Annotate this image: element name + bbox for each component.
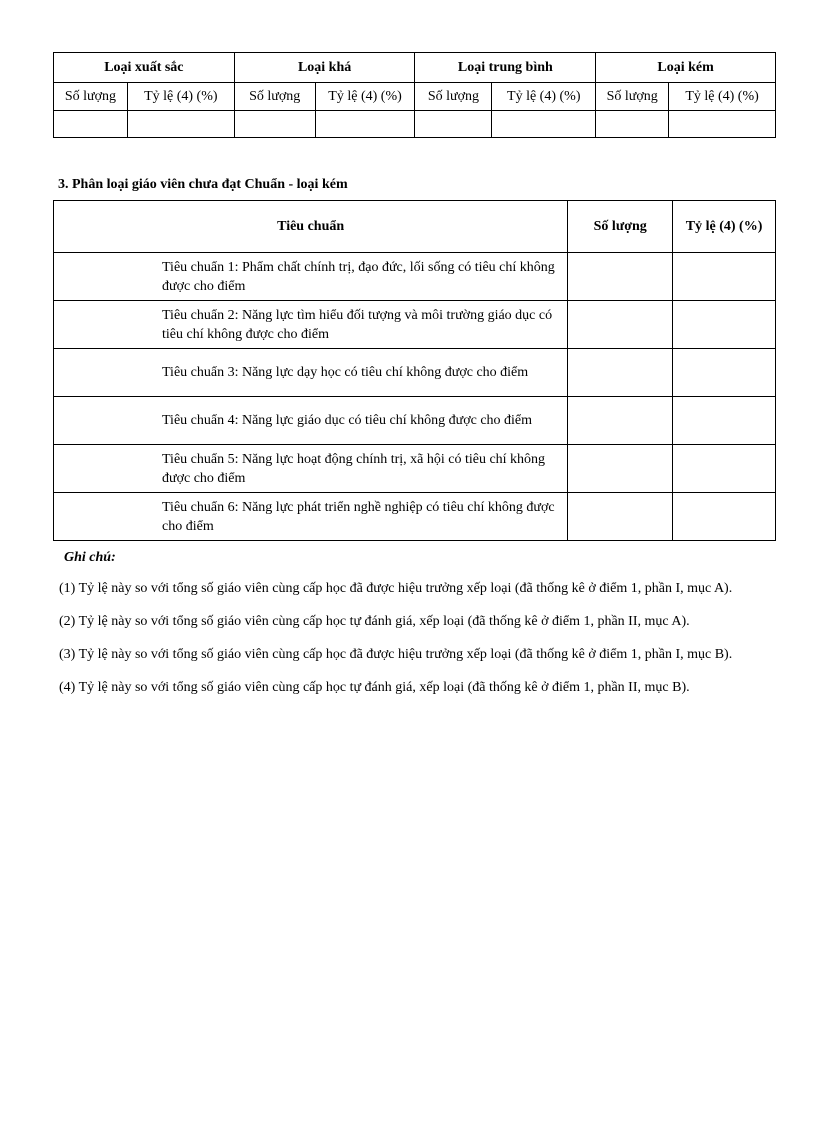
header-excellent: Loại xuất sắc: [54, 53, 235, 83]
table-row: [54, 445, 776, 493]
empty-cell: [596, 111, 669, 138]
ratio-cell: [673, 493, 776, 541]
ratio-cell: [673, 445, 776, 493]
subheader-ratio: Tỷ lệ (4) (%): [315, 83, 415, 111]
empty-cell: [315, 111, 415, 138]
empty-cell: [234, 111, 315, 138]
count-cell: [568, 445, 673, 493]
criterion-cell: Tiêu chuẩn 4: Năng lực giáo dục có tiêu chí không được cho điểm: [54, 397, 568, 445]
table-header-row: [54, 201, 776, 253]
section-heading: 3. Phân loại giáo viên chưa đạt Chuẩn - loại kém: [58, 177, 348, 192]
table-subheader-row: [54, 83, 776, 111]
header-poor: Loại kém: [596, 53, 776, 83]
header-criterion: Tiêu chuẩn: [54, 201, 568, 253]
count-cell: [568, 493, 673, 541]
header-ratio: Tỷ lệ (4) (%): [673, 201, 776, 253]
criterion-cell: Tiêu chuẩn 1: Phẩm chất chính trị, đạo đức, lối sống có tiêu chí không được cho điểm: [54, 253, 568, 301]
subheader-ratio: Tỷ lệ (4) (%): [127, 83, 234, 111]
empty-cell: [492, 111, 596, 138]
subheader-count: Số lượng: [596, 83, 669, 111]
count-cell: [568, 253, 673, 301]
ratio-cell: [673, 349, 776, 397]
count-cell: [568, 397, 673, 445]
note-item: (1) Tỷ lệ này so với tổng số giáo viên cùng cấp học đã được hiệu trưởng xếp loại (đã thống kê ở điểm 1, phần I, mục A).: [59, 581, 733, 596]
table-row: [54, 493, 776, 541]
count-cell: [568, 301, 673, 349]
subheader-ratio: Tỷ lệ (4) (%): [669, 83, 776, 111]
subheader-count: Số lượng: [415, 83, 492, 111]
ratio-cell: [673, 253, 776, 301]
header-good: Loại khá: [234, 53, 415, 83]
header-count: Số lượng: [568, 201, 673, 253]
note-item: (4) Tỷ lệ này so với tổng số giáo viên cùng cấp học tự đánh giá, xếp loại (đã thống kê ở điểm 1, phần II, mục B).: [59, 680, 690, 695]
subheader-count: Số lượng: [234, 83, 315, 111]
table-row: [54, 349, 776, 397]
table-header-row: [54, 53, 776, 83]
table-row: [54, 111, 776, 138]
criterion-cell: Tiêu chuẩn 5: Năng lực hoạt động chính trị, xã hội có tiêu chí không được cho điểm: [54, 445, 568, 493]
table-row: [54, 397, 776, 445]
subheader-count: Số lượng: [54, 83, 128, 111]
criterion-cell: Tiêu chuẩn 3: Năng lực dạy học có tiêu chí không được cho điểm: [54, 349, 568, 397]
header-average: Loại trung bình: [415, 53, 596, 83]
criterion-cell: Tiêu chuẩn 6: Năng lực phát triển nghề nghiệp có tiêu chí không được cho điểm: [54, 493, 568, 541]
table-row: [54, 253, 776, 301]
note-item: (2) Tỷ lệ này so với tổng số giáo viên cùng cấp học tự đánh giá, xếp loại (đã thống kê ở điểm 1, phần II, mục A).: [59, 614, 690, 629]
count-cell: [568, 349, 673, 397]
empty-cell: [415, 111, 492, 138]
table-row: [54, 301, 776, 349]
subheader-ratio: Tỷ lệ (4) (%): [492, 83, 596, 111]
ratio-cell: [673, 397, 776, 445]
criteria-table: [53, 200, 776, 541]
empty-cell: [127, 111, 234, 138]
criterion-cell: Tiêu chuẩn 2: Năng lực tìm hiểu đối tượng và môi trường giáo dục có tiêu chí không được cho điểm: [54, 301, 568, 349]
empty-cell: [54, 111, 128, 138]
empty-cell: [669, 111, 776, 138]
notes-title: Ghi chú:: [64, 550, 116, 565]
ratio-cell: [673, 301, 776, 349]
classification-table: [53, 52, 776, 138]
notes-section: [59, 548, 766, 708]
note-item: (3) Tỷ lệ này so với tổng số giáo viên cùng cấp học đã được hiệu trưởng xếp loại (đã thống kê ở điểm 1, phần I, mục B).: [59, 647, 733, 662]
